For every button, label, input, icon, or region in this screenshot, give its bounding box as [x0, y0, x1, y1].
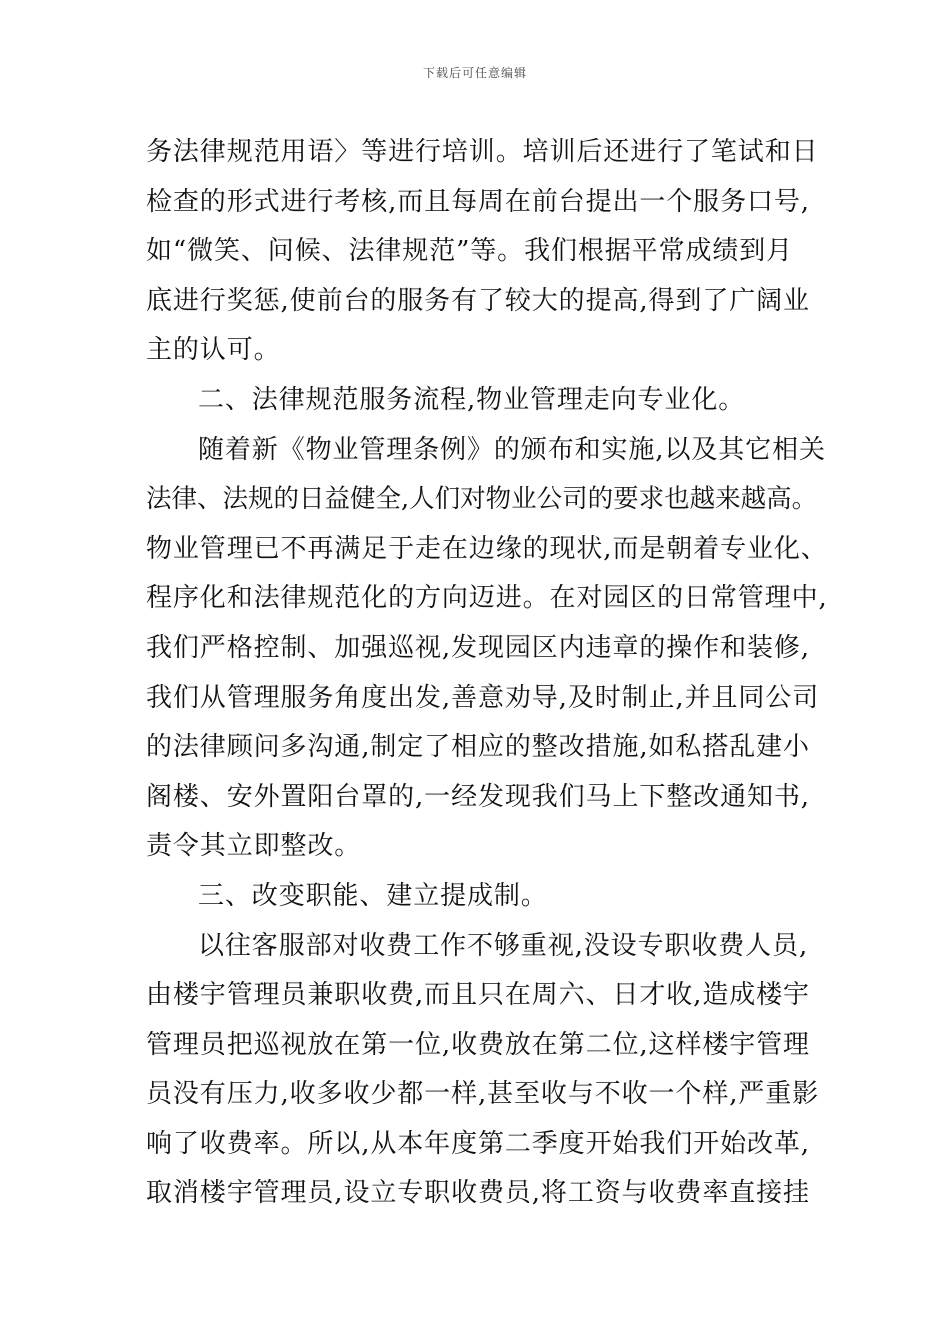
text-line: 管理员把巡视放在第一位,收费放在第二位,这样楼宇管理 — [146, 1029, 810, 1060]
text-line: 随着新《物业管理条例》的颁布和实施,以及其它相关 — [198, 434, 826, 465]
text-line: 如“微笑、问候、法律规范”等。我们根据平常成绩到月 — [146, 236, 794, 267]
text-line: 程序化和法律规范化的方向迈进。在对园区的日常管理中, — [146, 583, 828, 614]
text-line: 检查的形式进行考核,而且每周在前台提出一个服务口号, — [146, 186, 810, 217]
text-line: 二、法律规范服务流程,物业管理走向专业化。 — [198, 384, 746, 415]
text-line: 物业管理已不再满足于走在边缘的现状,而是朝着专业化、 — [146, 533, 828, 564]
text-line: 我们从管理服务角度出发,善意劝导,及时制止,并且同公司 — [146, 682, 820, 713]
text-line: 响了收费率。所以,从本年度第二季度开始我们开始改革, — [146, 1128, 810, 1159]
text-line: 法律、法规的日益健全,人们对物业公司的要求也越来越高。 — [146, 484, 818, 515]
text-line: 我们严格控制、加强巡视,发现园区内违章的操作和装修, — [146, 632, 810, 663]
text-line: 的法律顾问多沟通,制定了相应的整改措施,如私搭乱建小 — [146, 732, 810, 763]
page-header: 下载后可任意编辑 — [422, 66, 527, 80]
text-line: 由楼宇管理员兼职收费,而且只在周六、日才收,造成楼宇 — [146, 980, 810, 1011]
text-line: 主的认可。 — [146, 335, 281, 366]
document-body — [146, 128, 836, 1219]
text-line: 阁楼、安外置阳台罩的,一经发现我们马上下整改通知书, — [146, 781, 810, 812]
text-line: 员没有压力,收多收少都一样,甚至收与不收一个样,严重影 — [146, 1079, 820, 1110]
text-line: 三、改变职能、建立提成制。 — [198, 880, 548, 911]
text-line: 以往客服部对收费工作不够重视,没设专职收费人员, — [198, 930, 809, 961]
text-line: 底进行奖惩,使前台的服务有了较大的提高,得到了广阔业 — [146, 285, 810, 316]
text-line: 务法律规范用语〉等进行培训。培训后还进行了笔试和日 — [146, 137, 819, 167]
text-line: 责令其立即整改。 — [146, 831, 362, 862]
text-line: 取消楼宇管理员,设立专职收费员,将工资与收费率直接挂 — [146, 1178, 810, 1209]
